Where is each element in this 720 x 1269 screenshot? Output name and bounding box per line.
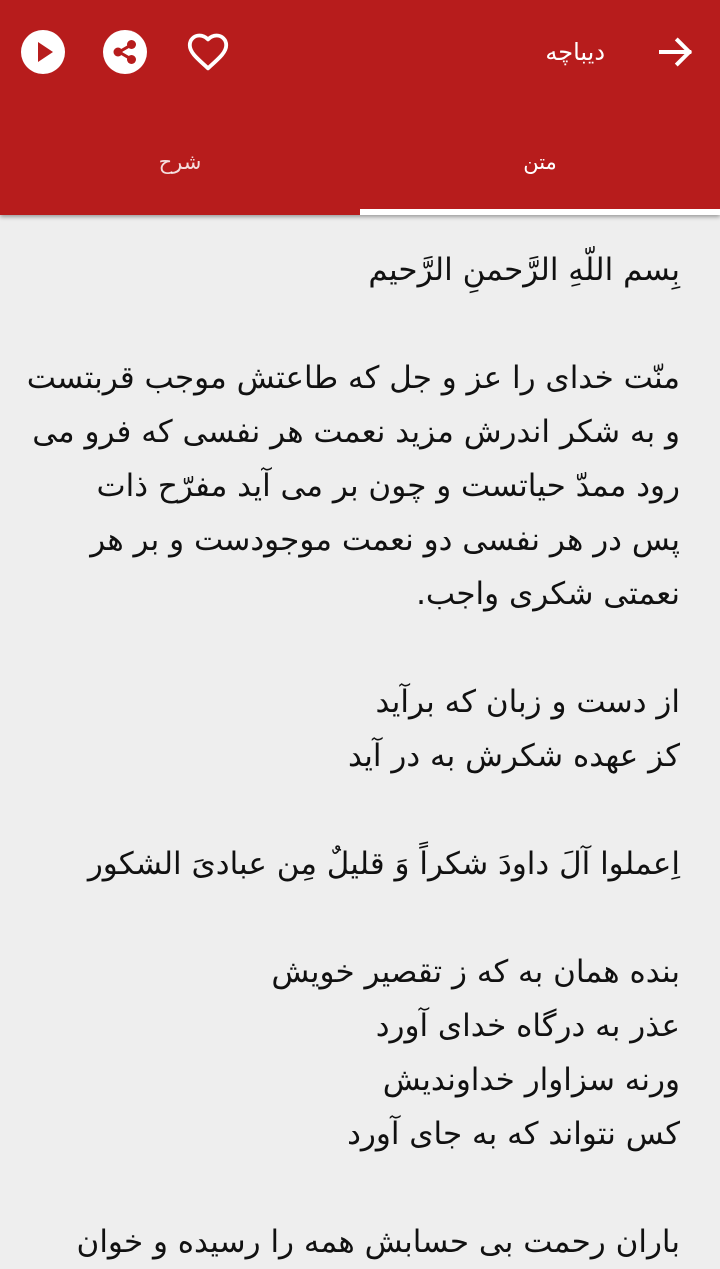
blank-line [20,621,680,675]
app-bar [0,0,720,215]
selected-tab-indicator [360,209,720,215]
back-button[interactable] [652,28,700,76]
tab-label: شرح [158,149,202,174]
text-line: بنده همان به که ز تقصیر خویش [271,954,680,990]
content-scroll-area[interactable] [0,215,720,1260]
text-line: پس در هر نفسی دو نعمت موجودست و بر هر [90,522,680,558]
favorite-button[interactable] [184,28,232,76]
blank-line [20,783,680,837]
tab-commentary[interactable] [0,108,360,215]
text-line: از دست و زبان که برآید [375,684,680,720]
page-title: دیباچه [545,38,605,66]
text-line: کز عهده شکرش به در آید [347,738,680,774]
poem-text [20,243,680,1269]
tab-bar [0,108,720,215]
text-line: بِسم اللّهِ الرَّحمنِ الرَّحیم [368,252,680,288]
toolbar [0,0,720,108]
text-line: ورنه سزاوار خداوندیش [382,1062,680,1098]
play-circle-icon [20,29,66,75]
tab-label: متن [523,149,557,174]
blank-line [20,297,680,351]
share-button[interactable] [101,28,149,76]
blank-line [20,891,680,945]
text-line: اِعملوا آلَ داودَ شکراً وَ قلیلٌ مِن عبادیَ الشکور [87,846,680,882]
tab-text[interactable] [360,108,720,215]
blank-line [20,1161,680,1215]
text-line: نعمتی شکری واجب. [416,576,680,612]
share-icon [102,29,148,75]
play-button[interactable] [19,28,67,76]
text-line: و به شکر اندرش مزید نعمت هر نفسی که فرو می [32,414,680,450]
arrow-right-icon [656,32,696,72]
text-line: عذر به درگاه خدای آورد [375,1008,680,1044]
heart-outline-icon [185,29,231,75]
text-line: رود ممدّ حیاتست و چون بر می آید مفرّح ذات [96,468,680,504]
text-line: کس نتواند که به جای آورد [347,1116,680,1152]
text-line: باران رحمت بی حسابش همه را رسیده و خوان [76,1224,680,1260]
text-line: منّت خدای را عز و جل که طاعتش موجب قربتست [26,360,680,396]
